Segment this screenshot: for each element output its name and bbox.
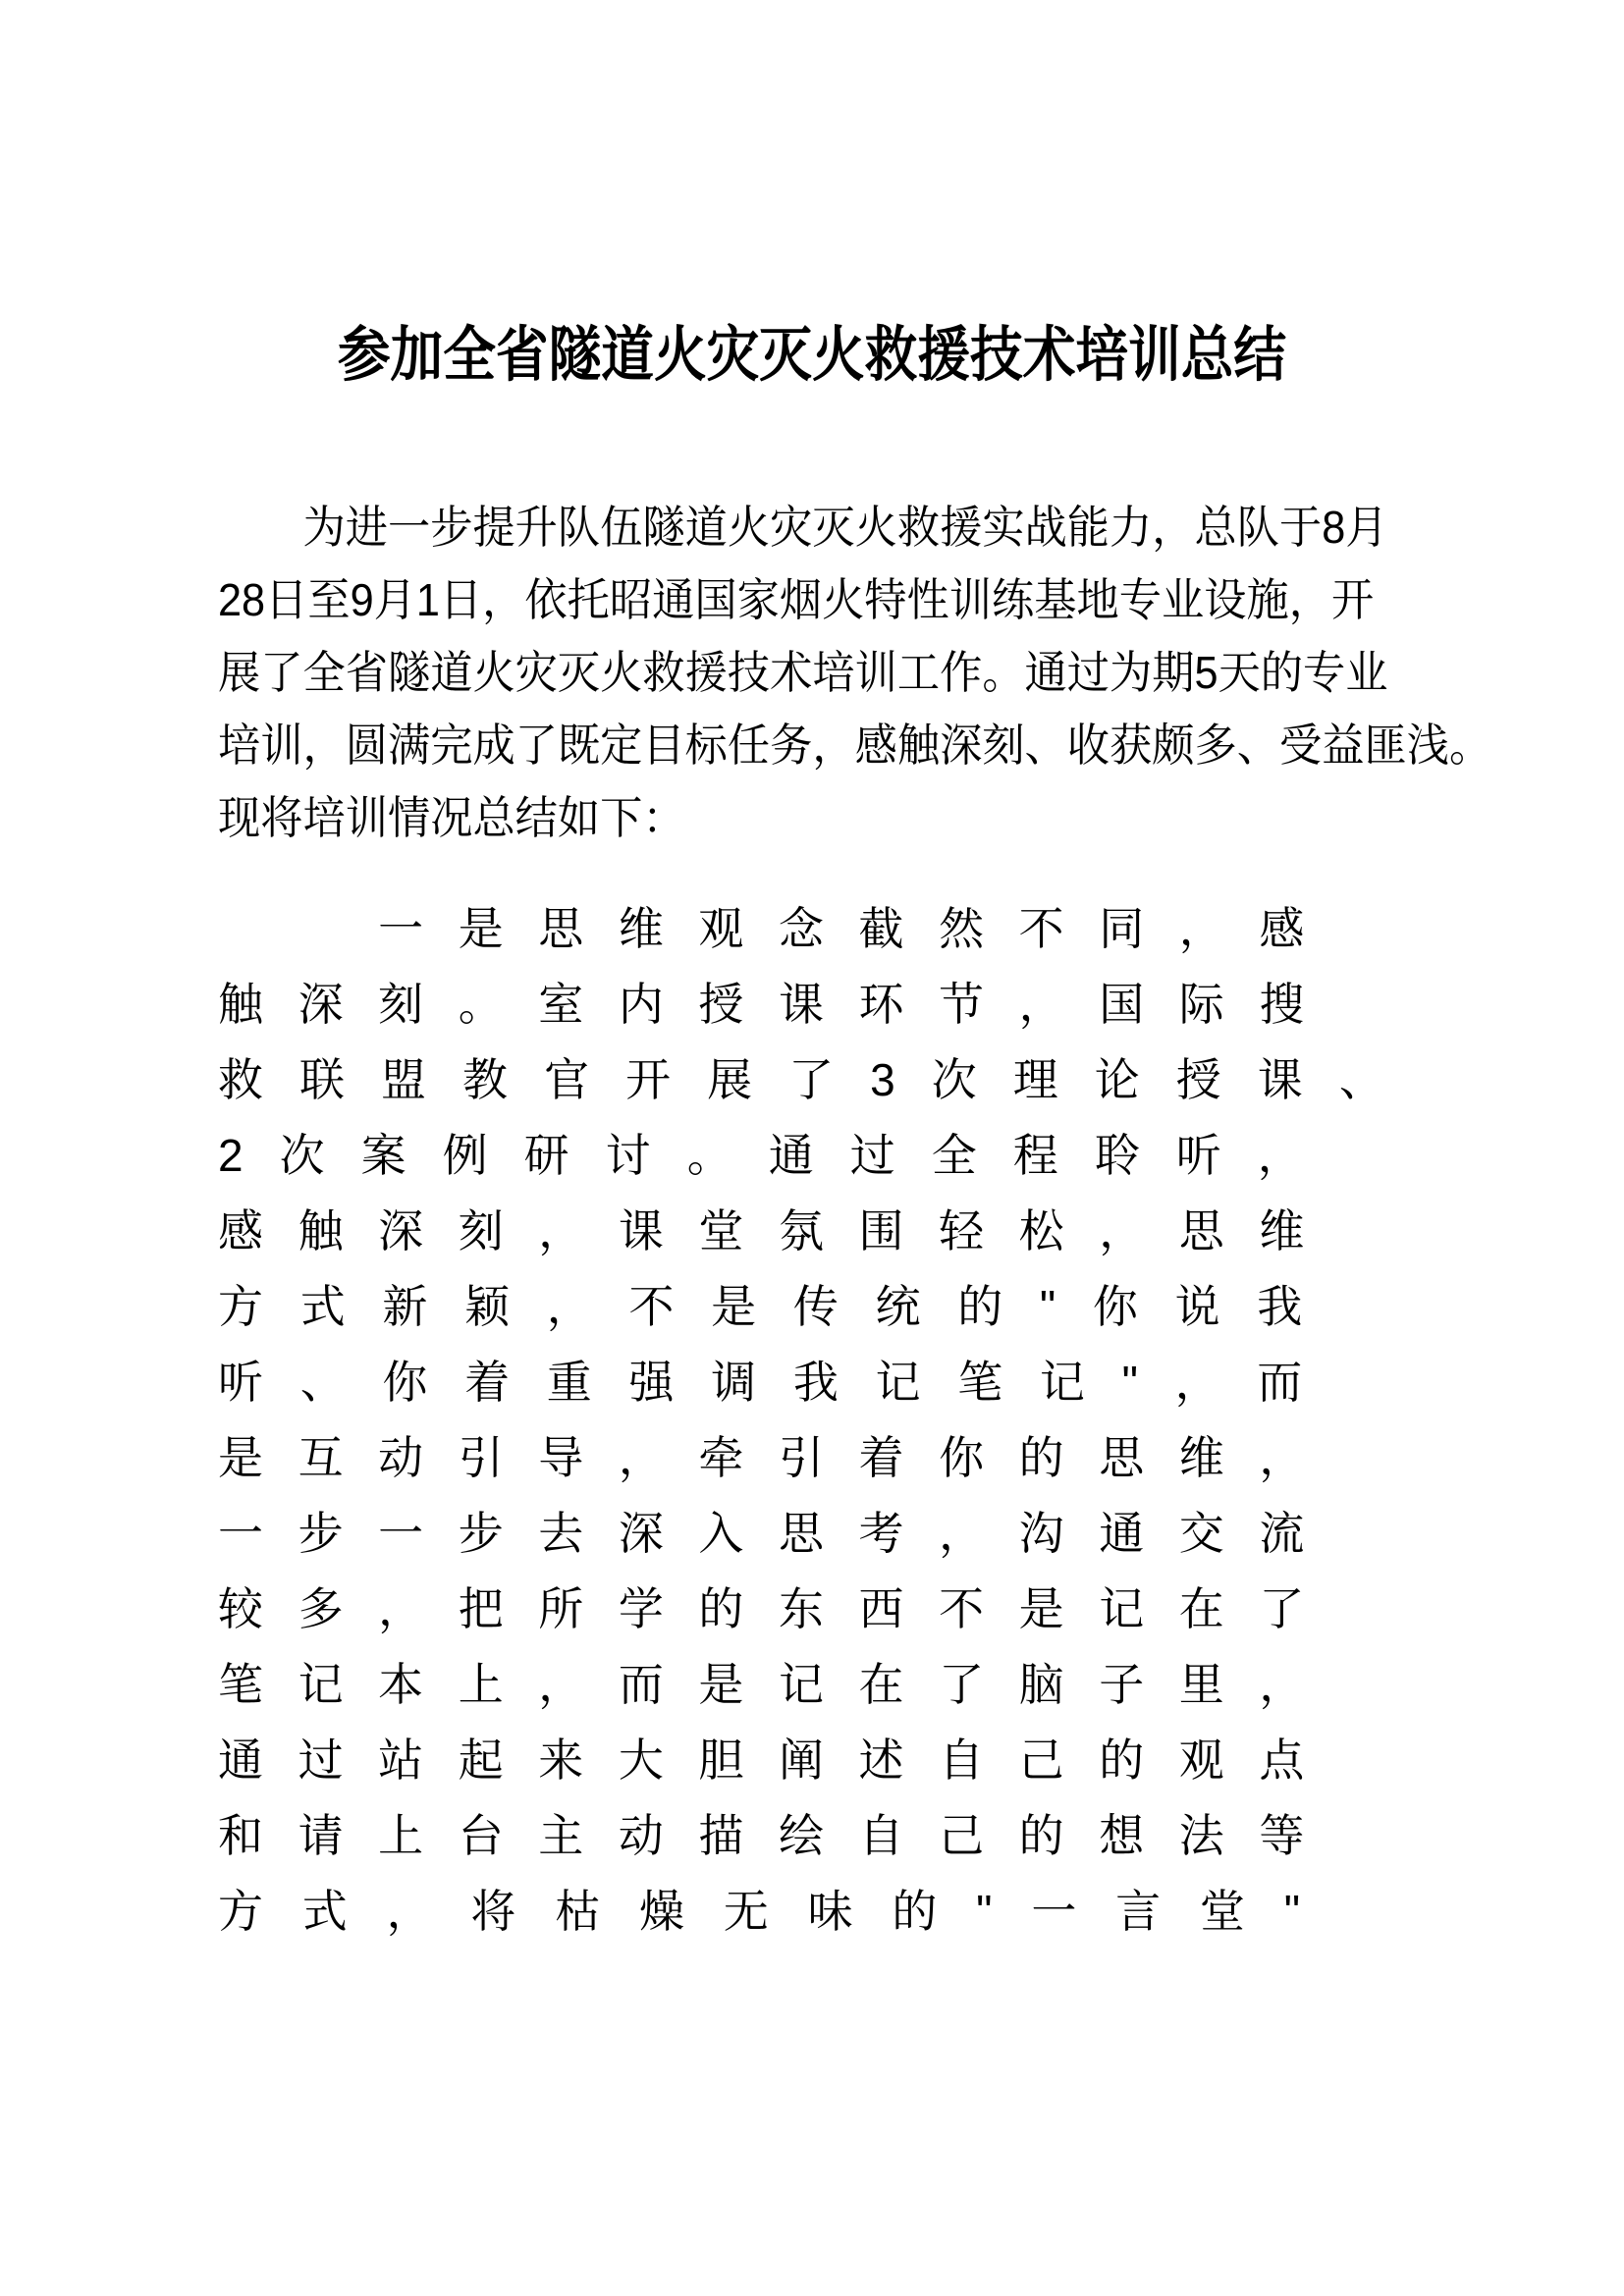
text-line: 通 过 站 起 来 大 胆 阐 述 自 己 的 观 点 — [218, 1735, 1305, 1786]
text-line: 28日至9月1日，依托昭通国家烟火特性训练基地专业设施，开 — [218, 574, 1375, 625]
paragraph-gap — [218, 854, 1384, 891]
text-line: 2 次 案 例 研 讨 。 通 过 全 程 聆 听 ， — [218, 1130, 1303, 1181]
text-line: 方 式 ， 将 枯 燥 无 味 的 " 一 言 堂 " — [218, 1886, 1301, 1937]
text-line: 现将培训情况总结如下： — [218, 792, 685, 843]
paragraph-intro — [218, 491, 1492, 854]
text-line: 方 式 新 颖 ， 不 是 传 统 的 " 你 说 我 — [218, 1281, 1303, 1332]
text-line: 和 请 上 台 主 动 描 绘 自 己 的 想 法 等 — [218, 1810, 1305, 1861]
text-line: 培训，圆满完成了既定目标任务，感触深刻、收获颇多、受益匪浅。 — [218, 720, 1492, 771]
text-line: 听 、 你 着 重 强 调 我 记 笔 记 " ， 而 — [218, 1357, 1303, 1408]
document-body — [218, 491, 1492, 1949]
text-line: 触 深 刻 。 室 内 授 课 环 节 ， 国 际 搜 — [218, 979, 1305, 1030]
text-line: 感 触 深 刻 ， 课 堂 氛 围 轻 松 ， 思 维 — [218, 1205, 1305, 1256]
text-line: 展了全省隧道火灾灭火救援技术培训工作。通过为期5天的专业 — [218, 647, 1388, 698]
text-line: 笔 记 本 上 ， 而 是 记 在 了 脑 子 里 ， — [218, 1659, 1305, 1710]
text-line: 为进一步提升队伍隧道火灾灭火救援实战能力，总队于8月 — [218, 502, 1388, 553]
page-title: 参加全省隧道火灾灭火救援技术培训总结 — [337, 320, 1287, 388]
text-line: 一 是 思 维 观 念 截 然 不 同 ， 感 — [378, 903, 1305, 954]
text-line: 救 联 盟 教 官 开 展 了 3 次 理 论 授 课 、 — [218, 1054, 1384, 1105]
text-line: 较 多 ， 把 所 学 的 东 西 不 是 记 在 了 — [218, 1583, 1305, 1634]
paragraph-section-one — [218, 891, 1384, 1949]
text-line: 是 互 动 引 导 ， 牵 引 着 你 的 思 维 ， — [218, 1432, 1305, 1483]
text-line: 一 步 一 步 去 深 入 思 考 ， 沟 通 交 流 — [218, 1508, 1305, 1559]
